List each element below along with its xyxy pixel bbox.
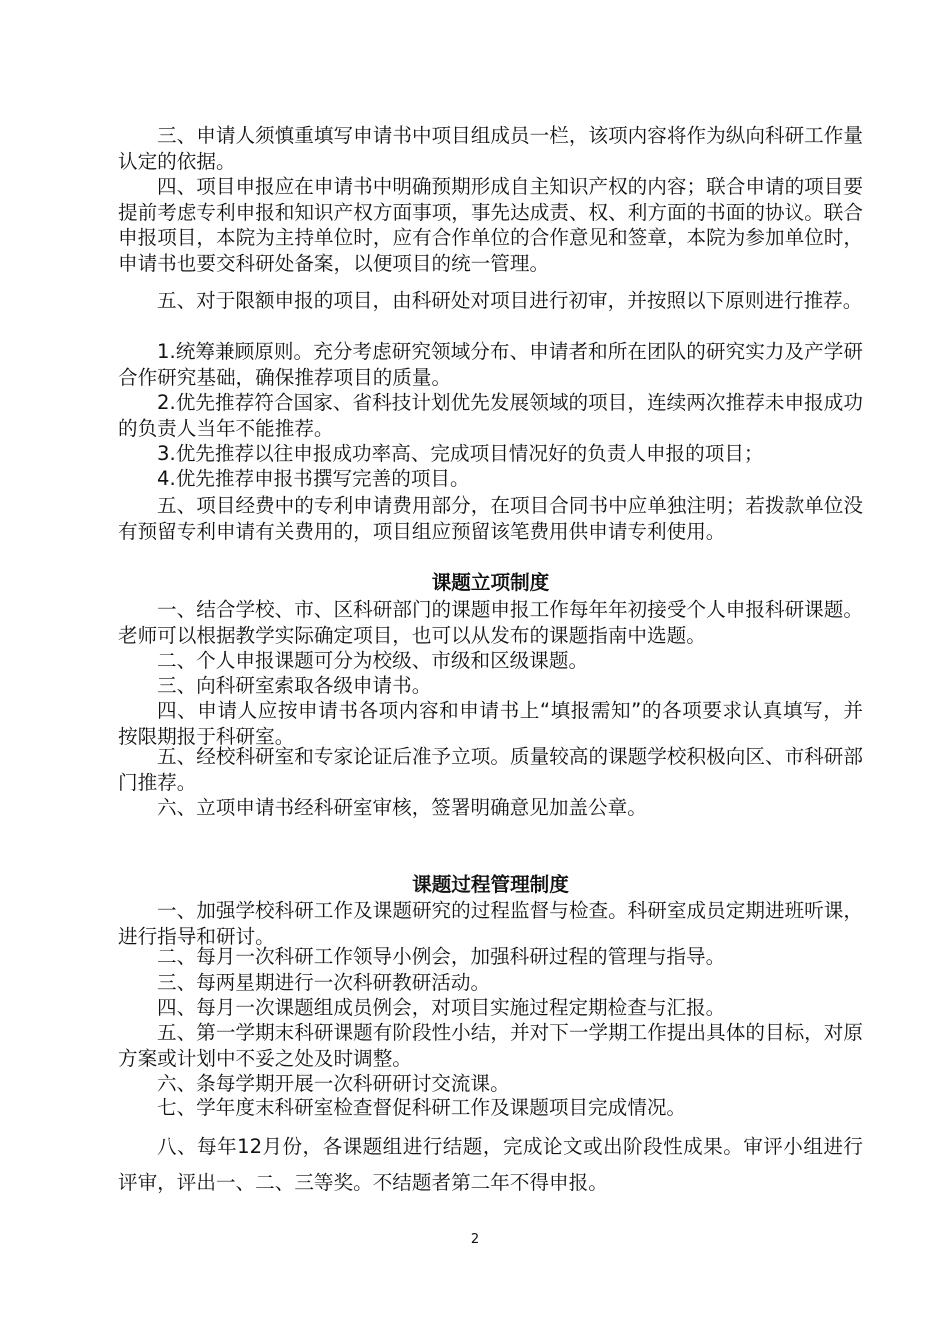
paragraph-process-7: 七、学年度末科研室检查督促科研工作及课题项目完成情况。	[157, 1096, 687, 1119]
paragraph-quota-recommendation: 五、对于限额申报的项目，由科研处对项目进行初审，并按照以下原则进行推荐。	[157, 289, 863, 312]
paragraph-principle-4: 4.优先推荐申报书撰写完善的项目。	[157, 467, 470, 490]
paragraph-member-column: 三、申请人须慎重填写申请书中项目组成员一栏，该项内容将作为纵向科研工作量认定的依据。	[118, 124, 863, 173]
paragraph-approval-6: 六、立项申请书经科研室审核，签署明确意见加盖公章。	[157, 796, 647, 819]
paragraph-approval-5: 五、经校科研室和专家论证后准予立项。质量较高的课题学校积极向区、市科研部门推荐。	[118, 745, 863, 794]
section-title-process-management: 课题过程管理制度	[412, 873, 569, 896]
paragraph-process-1: 一、加强学校科研工作及课题研究的过程监督与检查。科研室成员定期进班听课，进行指导和研讨。	[118, 899, 863, 948]
paragraph-process-8: 八、每年12月份，各课题组进行结题，完成论文或出阶段性成果。审评小组进行评审，评出一、二、三等奖。不结题者第二年不得申报。	[118, 1135, 863, 1194]
paragraph-principle-3: 3.优先推荐以往申报成功率高、完成项目情况好的负责人申报的项目；	[157, 442, 764, 465]
paragraph-approval-4: 四、申请人应按申请书各项内容和申请书上“填报需知”的各项要求认真填写，并按限期报于科研室。	[118, 699, 863, 748]
paragraph-process-6: 六、条每学期开展一次科研研讨交流课。	[157, 1072, 510, 1095]
paragraph-intellectual-property: 四、项目申报应在申请书中明确预期形成自主知识产权的内容；联合申请的项目要提前考虑专利申报和知识产权方面事项，事先达成责、权、利方面的书面的协议。联合申报项目，本院为主持单位时，应有合作单位的合作意见和签章，本院为参加单位时，申请书也要交科研处备案，以便项目的统一管理。	[118, 175, 863, 275]
paragraph-principle-1: 1.统筹兼顾原则。充分考虑研究领域分布、申请者和所在团队的研究实力及产学研合作研究基础，确保推荐项目的质量。	[118, 340, 863, 389]
paragraph-patent-fees: 五、项目经费中的专利申请费用部分，在项目合同书中应单独注明；若拨款单位没有预留专利申请有关费用的，项目组应预留该笔费用供申请专利使用。	[118, 494, 863, 543]
section-title-project-approval: 课题立项制度	[431, 571, 550, 594]
paragraph-process-3: 三、每两星期进行一次科研教研活动。	[157, 971, 491, 994]
paragraph-process-4: 四、每月一次课题组成员例会，对项目实施过程定期检查与汇报。	[157, 996, 726, 1019]
paragraph-approval-2: 二、个人申报课题可分为校级、市级和区级课题。	[157, 649, 589, 672]
paragraph-approval-3: 三、向科研室索取各级申请书。	[157, 674, 432, 697]
paragraph-process-5: 五、第一学期末科研课题有阶段性小结，并对下一学期工作提出具体的目标，对原方案或计划中不妥之处及时调整。	[118, 1021, 863, 1070]
page-number: 2	[470, 1232, 480, 1247]
paragraph-principle-2: 2.优先推荐符合国家、省科技计划优先发展领域的项目，连续两次推荐未申报成功的负责人当年不能推荐。	[118, 391, 863, 440]
paragraph-approval-1: 一、结合学校、市、区科研部门的课题申报工作每年年初接受个人申报科研课题。老师可以根据教学实际确定项目，也可以从发布的课题指南中选题。	[118, 598, 863, 647]
paragraph-process-2: 二、每月一次科研工作领导小例会，加强科研过程的管理与指导。	[157, 945, 726, 968]
